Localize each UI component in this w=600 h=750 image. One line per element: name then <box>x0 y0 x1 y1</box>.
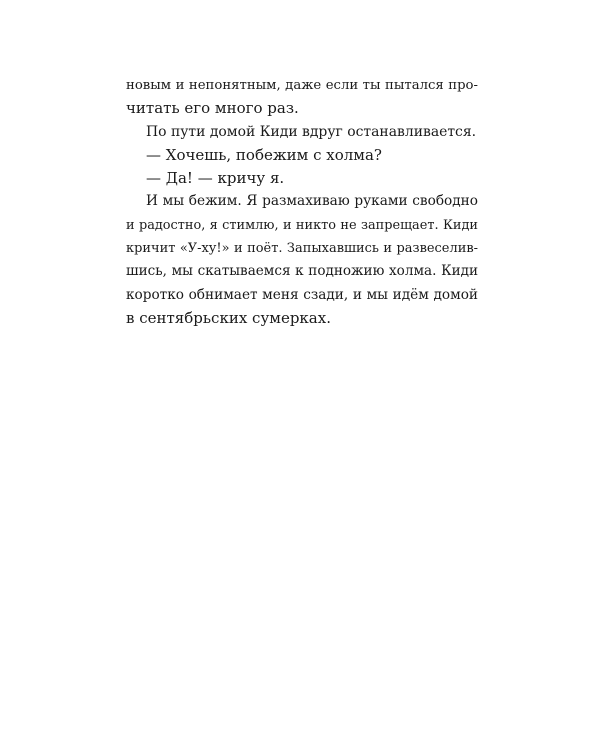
body-text <box>126 74 478 330</box>
text-line: И мы бежим. Я размахиваю руками свободно <box>146 193 478 210</box>
text-line: и радостно, я стимлю, и никто не запрещает. Киди <box>126 217 478 233</box>
text-line: в сентябрьских сумерках. <box>126 308 331 327</box>
text-line: кричит «У-ху!» и поёт. Запыхавшись и развеселив- <box>126 241 478 257</box>
text-line: шись, мы скатываемся к подножию холма. Киди <box>126 263 478 280</box>
text-line: новым и непонятным, даже если ты пытался про- <box>126 78 478 93</box>
text-line: читать его много раз. <box>126 99 299 118</box>
text-line: коротко обнимает меня сзади, и мы идём домой <box>126 286 478 303</box>
text-line: — Да! — кричу я. <box>146 169 285 188</box>
text-line: — Хочешь, побежим с холма? <box>146 145 382 164</box>
text-line: По пути домой Киди вдруг останавливается. <box>146 123 477 140</box>
